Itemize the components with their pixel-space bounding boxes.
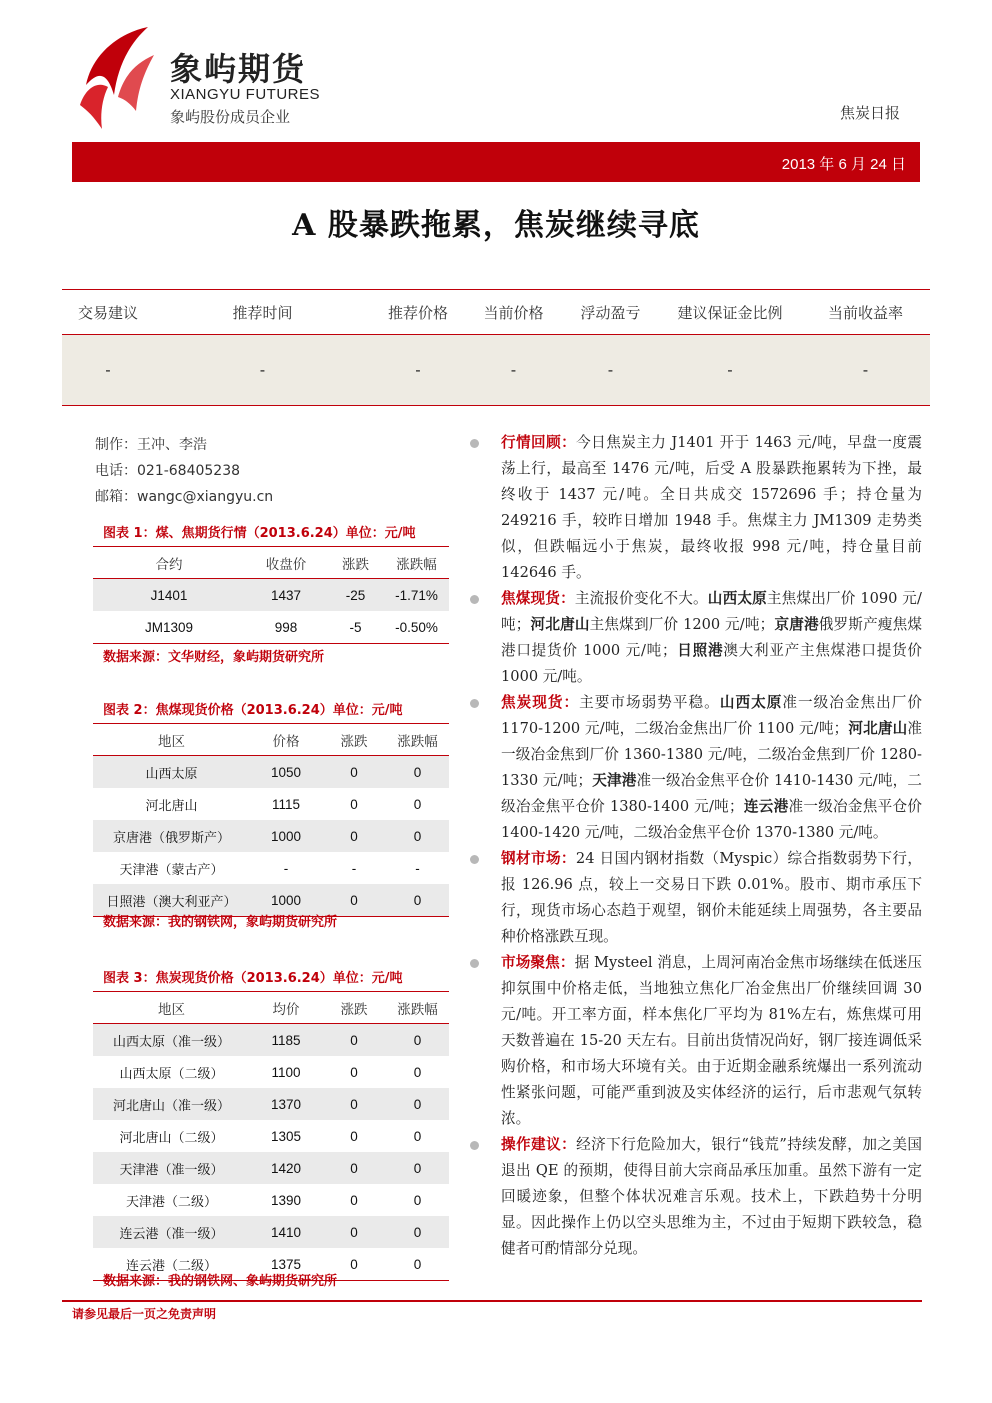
region-label: 河北唐山 [848,720,908,737]
table-header-row [93,547,449,579]
bullet-icon [470,1141,479,1150]
table-cell: 0 [386,756,449,789]
table-cell: 0 [322,756,386,789]
header-cell: 收盘价 [245,547,327,579]
header-cell: 地区 [93,992,250,1024]
section-text: 主焦煤到厂价 1200 元/吨； [589,616,775,633]
header-cell: 建议保证金比例 [677,303,783,322]
table-cell: 0 [350,796,358,812]
table-cell: 1100 [271,1064,301,1080]
table-cell: 0 [350,1192,358,1208]
section-heading: 操作建议： [501,1136,577,1153]
header-cell: 推荐时间 [232,303,293,322]
coke-spot-table [93,991,449,1281]
table-cell: 河北唐山（准一级） [93,1088,250,1120]
brand-name-cn: 象屿期货 [170,50,307,88]
header-cell: 涨跌 [327,547,384,579]
region-label: 天津港 [592,772,637,789]
region-label: 京唐港 [774,616,819,633]
xiangyu-logo-icon [78,25,158,130]
author-maker: 制作：王冲、李浩 [95,437,207,453]
coking-coal-spot-table [93,723,449,917]
table-row [93,1024,449,1057]
table-cell: 998 [245,611,327,644]
table-cell: 0 [350,1064,358,1080]
section-text: 主要市场弱势平稳。 [579,694,720,711]
table-cell: 0 [322,1216,386,1248]
header-cell: 涨跌幅 [384,547,449,579]
section-heading: 焦煤现货： [501,590,575,607]
trade-recommendation-table [62,289,930,406]
header-cell: 当前收益率 [827,303,903,322]
table-cell: - [105,361,111,379]
table-row [93,1184,449,1216]
table-cell: 0 [350,1128,358,1144]
table-cell: JM1309 [93,611,245,644]
section-trading-advice [472,1132,922,1262]
table2-source: 数据来源：我的钢铁网，象屿期货研究所 [103,915,338,930]
table-cell: 1410 [250,1216,322,1248]
section-body: 今日焦炭主力 J1401 开于 1463 元/吨，早盘一度震荡上行，最高至 1476 元/吨，后受 A 股暴跌拖累转为下挫，最终收于 1437 元/吨。全日共成交 1572696 手；持仓量为 249216 手，较昨日增加 1948 手。焦煤主力 JM1309 走势类似，但跌幅远小于焦炭，最终收报 998 元/吨，持仓量目前 142646 手。 [501,434,922,581]
table-cell: 0 [413,1192,422,1208]
table-cell: - [283,860,289,876]
table-row [93,820,449,852]
footer-divider [62,1300,922,1302]
table-cell: 0 [322,884,386,917]
table-cell: - [607,361,614,379]
table-cell: 京唐港（俄罗斯产） [93,820,250,852]
table-cell: 1305 [270,1128,302,1144]
disclaimer-note: 请参见最后一页之免责声明 [72,1307,217,1321]
header-cell: 均价 [250,992,322,1024]
table-cell: 1000 [250,820,322,852]
table-cell: - [862,361,869,379]
table-cell: - [259,361,266,379]
section-text: 澳大利亚产主焦煤港口提货价 1000 元/吨。 [501,642,922,685]
table-cell: 1000 [250,884,322,917]
report-date: 2013 年 6 月 24 日 [781,156,906,173]
header-cell: 地区 [93,724,250,756]
bullet-icon [470,595,479,604]
bullet-icon [470,855,479,864]
header-cell: 合约 [93,547,245,579]
table-row [93,579,449,612]
region-label: 河北唐山 [530,616,590,633]
page-title: A 股暴跌拖累，焦炭继续寻底 [292,208,700,243]
table-cell: -1.71% [384,579,449,612]
bullet-icon [470,439,479,448]
table-cell: 0 [322,1152,386,1184]
table-row [93,852,449,884]
region-label: 连云港 [743,798,789,815]
table-cell: 0 [386,1248,449,1281]
table-cell: 山西太原（二级） [119,1066,224,1082]
table-cell: 连云港（二级） [93,1248,250,1281]
table-cell: 天津港（二级） [125,1194,217,1210]
table-cell: 天津港（蒙古产） [119,862,224,878]
table-cell: 0 [386,1088,449,1120]
date-bar [72,142,920,182]
header-cell: 涨跌 [322,992,386,1024]
section-text: 准一级冶金焦平仓价 1400-1420 元/吨，二级冶金焦平仓价 1370-1380 元/吨。 [501,798,922,841]
table-cell: 1185 [250,1024,322,1057]
section-heading: 市场聚焦： [501,954,575,971]
author-email: 邮箱：wangc@xiangyu.cn [95,489,274,505]
table-cell: 0 [386,1024,449,1057]
section-coke-spot [472,690,922,846]
bullet-icon [470,699,479,708]
table-row [62,335,930,406]
table-cell: 1420 [250,1152,322,1184]
table-cell: -5 [327,611,384,644]
bullet-icon [470,959,479,968]
table-cell: 0 [413,1128,422,1144]
table-cell: 山西太原（准一级） [93,1024,250,1057]
table-cell: - [415,361,421,379]
table-cell: J1401 [93,579,245,612]
table-row [93,1216,449,1248]
table-row [93,1056,449,1088]
section-text: 准一级冶金焦出厂价 1170-1200 元/吨，二级冶金焦出厂价 1100 元/吨； [501,694,922,737]
section-heading: 行情回顾： [501,434,577,451]
section-body: 经济下行危险加大，银行“钱荒”持续发酵，加之美国退出 QE 的预期，使得目前大宗商品承压加重。虽然下游有一定回暖迹象，但整个体状况难言乐观。技术上，下跌趋势十分明显。因此操作上仍以空头思维为主，不过由于短期下跌较急，稳健者可酌情部分兑现。 [501,1136,922,1257]
table-row [93,1088,449,1120]
table-cell: - [351,860,357,876]
table-cell: 0 [413,796,422,812]
table-cell: 0 [386,1152,449,1184]
table-cell: 0 [386,820,449,852]
table-cell: - [727,361,733,379]
section-text: 主焦煤出厂价 1090 元/吨； [501,590,922,633]
table-cell: 0 [322,820,386,852]
header-cell: 价格 [250,724,322,756]
table-cell: 1375 [250,1248,322,1281]
section-steel-market [472,846,922,950]
table-cell: 0 [386,1216,449,1248]
header-cell: 涨跌幅 [386,992,449,1024]
futures-quote-table [93,546,449,644]
table-cell: 1370 [250,1088,322,1120]
brand-subtitle: 象屿股份成员企业 [170,108,291,126]
table3-source: 数据来源：我的钢铁网、象屿期货研究所 [103,1274,338,1289]
section-market-focus [472,950,922,1132]
table-cell: 0 [322,1088,386,1120]
region-label: 日照港 [676,642,724,659]
section-body: 据 Mysteel 消息，上周河南冶金焦市场继续在低迷压抑氛围中价格走低，当地独立焦化厂冶金焦出厂价继续回调 30 元/吨。开工率方面，样本焦化厂平均为 81%左右，炼焦煤可用天数普遍在 15-20 天左右。目前出货情况尚好，钢厂接连调低采购价格，和市场大环境有关。由于近期金融系统爆出一系列流动性紧张问题，可能严重到波及实体经济的运行，后市悲观气氛转浓。 [501,954,922,1127]
table-cell: 河北唐山 [145,798,198,814]
table-cell: 0 [386,884,449,917]
header-cell: 涨跌 [322,724,386,756]
section-text: 准一级冶金焦到厂价 1360-1380 元/吨，二级冶金焦到厂价 1280-1330 元/吨； [501,720,922,789]
table-cell: 0 [322,1248,386,1281]
section-text: 俄罗斯产瘦焦煤港口提货价 1000 元/吨； [501,616,922,659]
section-text: 主流报价变化不大。 [574,590,708,607]
author-phone: 电话：021-68405238 [95,463,241,479]
header-cell: 浮动盈亏 [580,303,641,322]
table-cell: 1437 [245,579,327,612]
table-header-row [62,290,930,335]
table-header-row [93,992,449,1024]
section-text: 准一级冶金焦平仓价 1410-1430 元/吨，二级冶金焦平仓价 1380-1400 元/吨； [501,772,922,815]
table-cell: 日照港（澳大利亚产） [93,884,250,917]
table-cell: - [510,361,517,379]
header-cell: 推荐价格 [387,303,448,322]
region-label: 山西太原 [719,694,783,711]
table-cell: 0 [322,1024,386,1057]
table-cell: -0.50% [384,611,449,644]
header-cell: 交易建议 [77,303,138,322]
section-market-review [472,430,922,586]
section-heading: 焦炭现货： [501,694,580,711]
section-heading: 钢材市场： [501,850,576,867]
section-body: 24 日国内钢材指数（Myspic）综合指数弱势下行，报 126.96 点，较上一交易日下跌 0.01%。股市、期市承压下行，现货市场心态趋于观望，钢价未能延续上周强势，各主要品种价格涨跌互现。 [501,850,922,945]
section-coking-coal-spot [472,586,922,690]
table1-caption: 图表 1：煤、焦期货行情（2013.6.24）单位：元/吨 [103,526,416,541]
header-cell: 涨跌幅 [386,724,449,756]
table-cell: 1390 [270,1192,302,1208]
table2-caption: 图表 2：焦煤现货价格（2013.6.24）单位：元/吨 [103,703,403,718]
table-row [93,611,449,644]
header-cell: 当前价格 [483,303,544,322]
table-row [93,1120,449,1152]
table-cell: 天津港（准一级） [93,1152,250,1184]
table-row [93,756,449,789]
table-header-row [93,724,449,756]
table-row [93,788,449,820]
table-cell: -25 [327,579,384,612]
table-row [93,1152,449,1184]
table-cell: 河北唐山（二级） [119,1130,224,1146]
table-cell: 1050 [250,756,322,789]
table-cell: 0 [413,1064,422,1080]
commentary-column [472,430,922,1262]
region-label: 山西太原 [707,590,767,607]
brand-name-en: XIANGYU FUTURES [170,86,321,103]
table3-caption: 图表 3：焦炭现货价格（2013.6.24）单位：元/吨 [103,971,403,986]
table-cell: 山西太原 [93,756,250,789]
report-type: 焦炭日报 [839,104,900,122]
table-cell: 连云港（准一级） [93,1216,250,1248]
table1-source: 数据来源：文华财经，象屿期货研究所 [103,650,325,665]
table-cell: - [415,860,420,876]
table-cell: 1115 [271,796,301,812]
